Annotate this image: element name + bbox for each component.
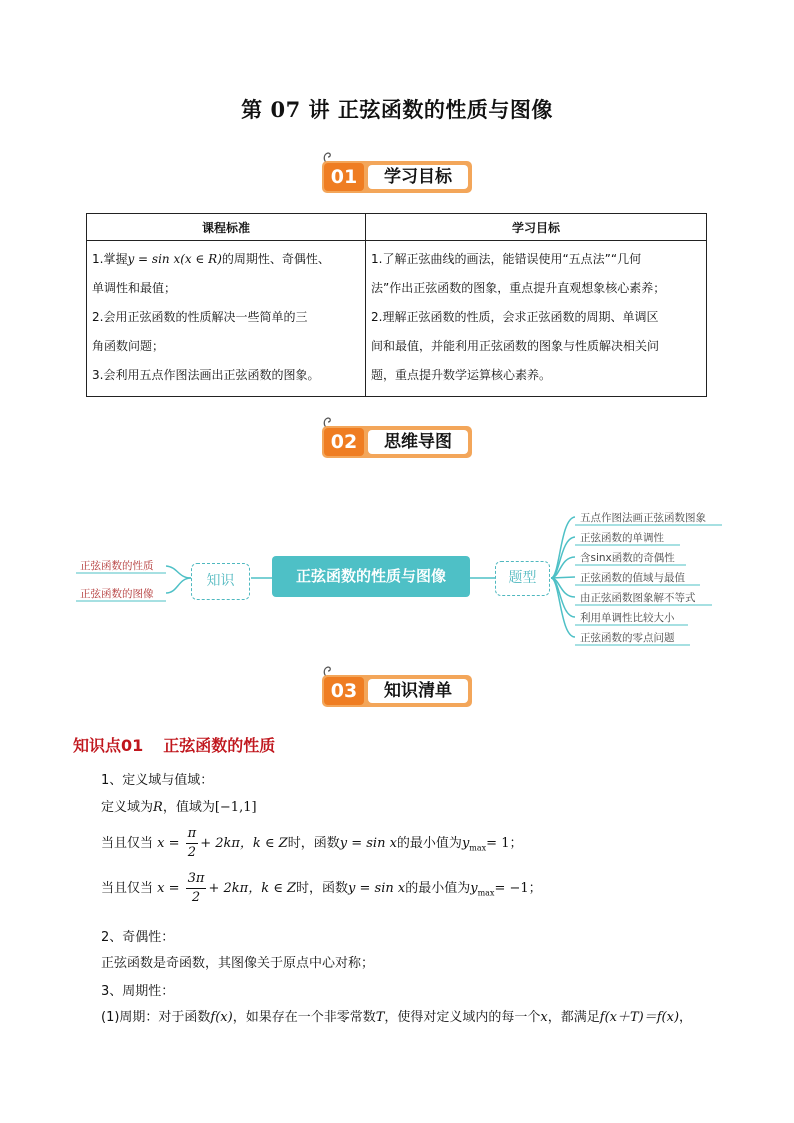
badge-label: 学习目标	[368, 165, 468, 189]
text: 的最小值为	[396, 836, 462, 851]
math-expression: ，k ∈ Z	[239, 836, 288, 851]
mindmap-leaf-graph: 正弦函数的图像	[80, 588, 154, 600]
table-header-goals: 学习目标	[366, 214, 707, 241]
text: 2.理解正弦函数的性质，会求正弦函数的周期、单调区	[371, 310, 659, 324]
fraction: $\frac{3\pi}{2}$	[187, 871, 205, 905]
text: ，都满足	[547, 1010, 600, 1025]
parity-text: 正弦函数是奇函数，其图像关于原点中心对称；	[101, 956, 375, 971]
math-expression: + 2kπ	[208, 881, 249, 896]
table-header-standard: 课程标准	[87, 214, 366, 241]
badge-number: 02	[324, 428, 364, 456]
text: 时，函数	[296, 881, 349, 896]
text: (1)周期：对于函数	[101, 1010, 211, 1025]
subscript: max	[477, 888, 495, 898]
text: 间和最值，并能利用正弦函数的图象与性质解决相关问	[371, 339, 660, 353]
text: ，	[679, 1010, 693, 1025]
mindmap-node-question-types: 题型	[495, 561, 550, 596]
math-expression: T	[375, 1010, 385, 1025]
text: 当且仅当	[101, 836, 154, 851]
math-expression: ，k ∈ Z	[248, 881, 297, 896]
math-expression: [−1,1]	[214, 800, 257, 815]
text: 时，函数	[287, 836, 340, 851]
math-expression: = 1	[486, 836, 510, 851]
mindmap-node-knowledge: 知识	[191, 563, 250, 600]
max-value-line	[101, 825, 522, 862]
math-expression: = −1	[494, 881, 529, 896]
text: ；	[528, 881, 542, 896]
text: ，值域为	[162, 800, 215, 815]
text: 的最小值为	[405, 881, 471, 896]
text: 1.了解正弦曲线的画法，能错误使用“五点法”“几何	[371, 252, 642, 266]
text: 法”作出正弦函数的图象，重点提升直观想象核心素养；	[371, 281, 666, 295]
text: 当且仅当	[101, 881, 154, 896]
badge-number: 03	[324, 677, 364, 705]
mindmap-leaf: 正弦函数的单调性	[580, 532, 664, 544]
mindmap-leaf: 五点作图法画正弦函数图象	[580, 512, 706, 524]
mindmap-leaf-properties: 正弦函数的性质	[80, 560, 154, 572]
math-expression: y	[470, 881, 478, 896]
math-expression: y = sin x	[348, 881, 406, 896]
text: 定义域为	[101, 800, 154, 815]
subsection-periodicity: 3、周期性：	[101, 984, 175, 999]
text: ，如果存在一个非零常数	[232, 1010, 376, 1025]
page-title: 第 07 讲 正弦函数的性质与图像	[241, 97, 553, 122]
text: ；	[509, 836, 523, 851]
math-expression: + 2kπ	[200, 836, 240, 851]
domain-range-line	[101, 796, 257, 815]
badge-number: 01	[324, 163, 364, 191]
knowledge-point-title: 正弦函数的性质	[163, 736, 276, 755]
text: 2.会用正弦函数的性质解决一些简单的三	[92, 310, 308, 324]
text: 角函数问题；	[92, 339, 165, 353]
subsection-parity: 2、奇偶性：	[101, 930, 175, 945]
math-expression: y = sin x	[339, 836, 397, 851]
mindmap-leaf: 由正弦函数图象解不等式	[580, 592, 696, 604]
knowledge-point-heading	[73, 733, 275, 756]
math-expression: f(x＋T)＝f(x)	[599, 1010, 680, 1025]
text: ，使得对定义域内的每一个	[384, 1010, 541, 1025]
text: 3.会利用五点作图法画出正弦函数的图象。	[92, 368, 320, 382]
math-expression: y = sin x(x ∈ R)	[127, 252, 222, 266]
text: 题，重点提升数学运算核心素养。	[371, 368, 552, 382]
text: 单调性和最值；	[92, 281, 177, 295]
mindmap-leaf: 含sinx函数的奇偶性	[580, 552, 675, 564]
text: 1.掌握	[92, 252, 128, 266]
knowledge-point-number: 知识点01	[73, 736, 144, 755]
section-badge-knowledge	[320, 662, 472, 708]
mindmap-leaf: 正弦函数的零点问题	[580, 632, 675, 644]
math-expression: R	[153, 800, 163, 815]
math-expression: x	[540, 1010, 548, 1025]
fraction: $\frac{\pi}{2}$	[187, 826, 197, 860]
period-definition-line	[101, 1006, 692, 1025]
mindmap-leaf: 利用单调性比较大小	[580, 612, 675, 624]
mindmap-center-node: 正弦函数的性质与图像	[272, 556, 470, 597]
min-value-line	[101, 870, 542, 907]
math-expression: f(x)	[210, 1010, 233, 1025]
math-expression: y	[461, 836, 470, 851]
math-expression: x =	[157, 881, 180, 896]
subsection-domain-range: 1、定义域与值域：	[101, 773, 214, 788]
math-expression: x =	[157, 836, 180, 851]
badge-label: 思维导图	[368, 430, 468, 454]
badge-label: 知识清单	[368, 679, 468, 703]
text: 的周期性、奇偶性、	[221, 252, 330, 266]
mindmap-leaf: 正弦函数的值域与最值	[580, 572, 685, 584]
subscript: max	[469, 843, 487, 853]
